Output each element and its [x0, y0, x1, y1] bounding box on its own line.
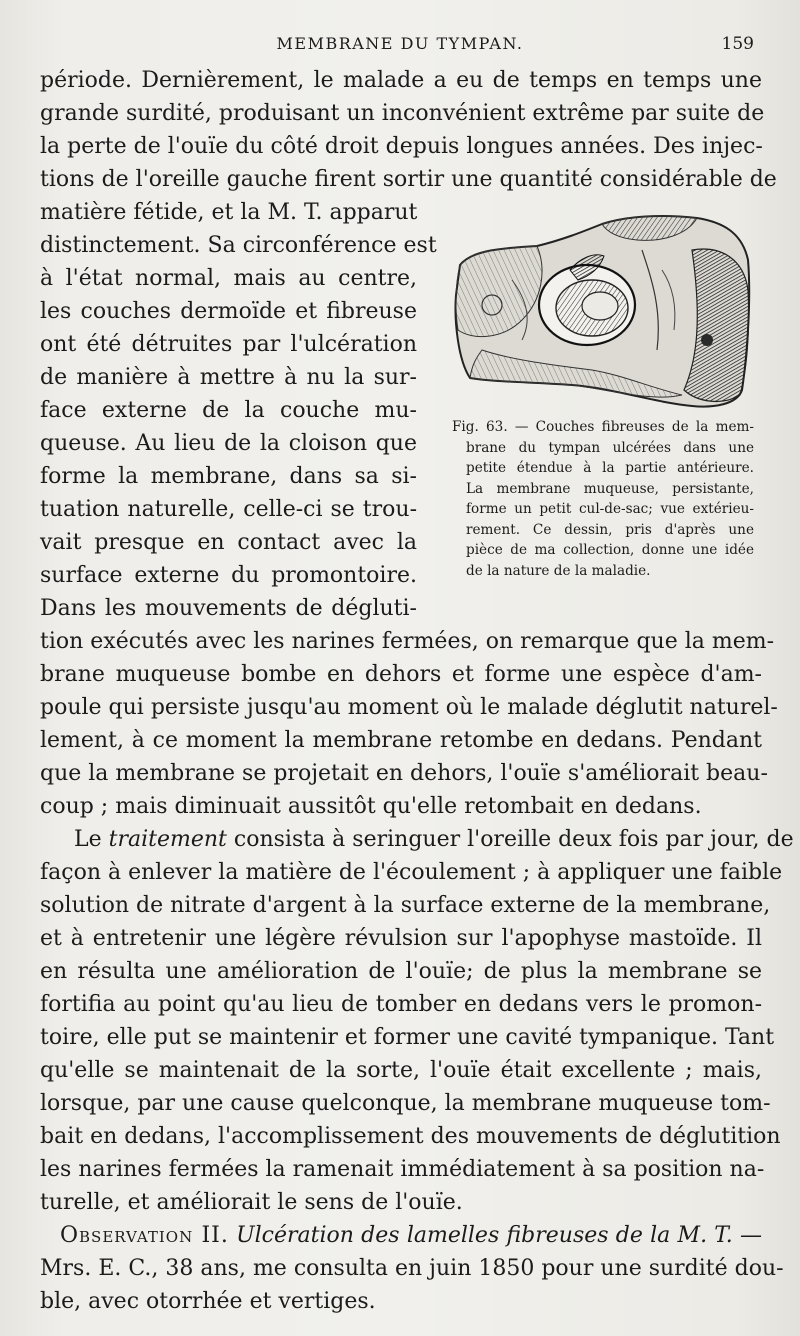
caption-line: pièce de ma collection, donne une idée: [466, 542, 754, 558]
text-line: la perte de l'ouïe du côté droit depuis longues années. Des injec-: [40, 134, 763, 159]
text-line: forme la membrane, dans sa si-: [40, 464, 417, 489]
text-line: Dans les mouvements de dégluti-: [40, 596, 417, 621]
running-title: MEMBRANE DU TYMPAN.: [276, 34, 524, 53]
text-line: bait en dedans, l'accomplissement des mouvements de déglutition: [40, 1124, 781, 1149]
text-line: en résulta une amélioration de l'ouïe; de plus la membrane se: [40, 959, 762, 984]
text-line: face externe de la couche mu-: [40, 398, 417, 423]
caption-line: La membrane muqueuse, persistante,: [466, 480, 754, 497]
caption-line: Fig. 63. — Couches fibreuses de la mem-: [452, 419, 754, 435]
observation-title: Ulcération des lamelles fibreuses de la M. T. —: [236, 1223, 762, 1248]
text-line: les couches dermoïde et fibreuse: [40, 299, 417, 324]
text-line: ont été détruites par l'ulcération: [40, 332, 417, 357]
text-line: toire, elle put se maintenir et former une cavité tympanique. Tant: [40, 1025, 775, 1050]
text-line: lorsque, par une cause quelconque, la membrane muqueuse tom-: [40, 1091, 771, 1116]
figure-63: [452, 210, 754, 579]
caption-line: de la nature de la maladie.: [466, 562, 651, 579]
text-line: les narines fermées la ramenait immédiatement à sa position na-: [40, 1157, 765, 1182]
text-line: brane muqueuse bombe en dehors et forme une espèce d'am-: [40, 662, 762, 687]
text-line: distinctement. Sa circonférence est: [40, 233, 437, 258]
text-line: période. Dernièrement, le malade a eu de temps en temps une: [40, 68, 762, 93]
caption-line: forme un petit cul-de-sac; vue extérieu-: [466, 501, 754, 517]
text-line: fortifia au point qu'au lieu de tomber en dedans vers le promon-: [40, 992, 762, 1017]
text-line: matière fétide, et la M. T. apparut: [40, 200, 418, 225]
text-line: vait presque en contact avec la: [40, 530, 417, 555]
text-line: façon à enlever la matière de l'écoulement ; à appliquer une faible: [40, 860, 783, 885]
text-line: lement, à ce moment la membrane retombe en dedans. Pendant: [40, 728, 762, 753]
text-line: que la membrane se projetait en dehors, l'ouïe s'améliorait beau-: [40, 761, 768, 786]
caption-line: rement. Ce dessin, pris d'après une: [466, 521, 754, 538]
text-line: tions de l'oreille gauche firent sortir une quantité considérable de: [40, 167, 777, 192]
observation-heading-line: [40, 1219, 762, 1252]
text-line: turelle, et améliorait le sens de l'ouïe.: [40, 1190, 463, 1215]
text-line: Le traitement consista à seringuer l'oreille deux fois par jour, de: [74, 827, 794, 852]
text-line: grande surdité, produisant un inconvénient extrême par suite de: [40, 101, 765, 126]
page-number: 159: [721, 34, 754, 54]
text-line: surface externe du promontoire.: [40, 563, 417, 588]
text-line: poule qui persiste jusqu'au moment où le malade déglutit naturel-: [40, 695, 778, 720]
text-line: à l'état normal, mais au centre,: [40, 266, 417, 291]
running-head: [0, 32, 800, 58]
text-line: qu'elle se maintenait de la sorte, l'ouïe était excellente ; mais,: [40, 1058, 762, 1083]
text-line: solution de nitrate d'argent à la surface externe de la membrane,: [40, 893, 771, 918]
emphasized-word: traitement: [108, 827, 227, 852]
caption-line: petite étendue à la partie antérieure.: [466, 460, 754, 476]
text-line: et à entretenir une légère révulsion sur l'apophyse mastoïde. Il: [40, 926, 762, 951]
tympanic-membrane-illustration: [452, 210, 752, 410]
figure-caption: [452, 417, 754, 581]
text-line: coup ; mais diminuait aussitôt qu'elle retombait en dedans.: [40, 794, 702, 819]
text-line: ble, avec otorrhée et vertiges.: [40, 1289, 376, 1314]
text-line: Mrs. E. C., 38 ans, me consulta en juin 1850 pour une surdité dou-: [40, 1256, 784, 1281]
caption-line: brane du tympan ulcérées dans une: [466, 439, 754, 456]
observation-heading: Observation II.: [60, 1223, 229, 1248]
text-line: de manière à mettre à nu la sur-: [40, 365, 417, 390]
text-line: tuation naturelle, celle-ci se trou-: [40, 497, 417, 522]
text-line: tion exécutés avec les narines fermées, on remarque que la mem-: [40, 629, 775, 654]
text-line: queuse. Au lieu de la cloison que: [40, 431, 417, 456]
